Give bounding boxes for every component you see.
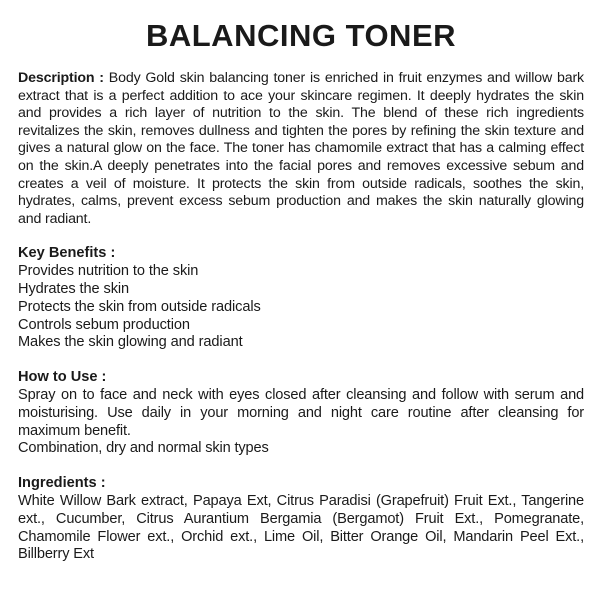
benefit-item: Makes the skin glowing and radiant	[18, 334, 243, 351]
how-to-use-heading: How to Use :	[18, 369, 107, 386]
description-text: Body Gold skin balancing toner is enriched in fruit enzymes and willow bark extract that is a perfect addition to ace your skincare regimen. It deeply hydrates the skin and provides a rich layer of nutrition to the skin. The blend of these rich ingredients revitalizes the skin, removes dullness and tighten the pores by refining the skin texture and gives a natural glow on the face. The toner has chamomile extract that has a calming effect on the skin.A deeply penetrates into the facial pores and removes excessive sebum and creates a veil of moisture. It protects the skin from outside radicals, soothes the skin, hydrates, calms, prevent excess sebum production and makes the skin naturally glowing and radiant.	[18, 70, 584, 227]
ingredients-text: White Willow Bark extract, Papaya Ext, Citrus Paradisi (Grapefruit) Fruit Ext., Tangerine ext., Cucumber, Citrus Aurantium Bergamia (Bergamot) Fruit Ext., Pomegranate, Chamomile Flower ext., Orchid ext., Lime Oil, Bitter Orange Oil, Mandarin Peel Ext., Billberry Ext	[18, 492, 584, 563]
ingredients-section	[18, 475, 584, 564]
ingredients-heading: Ingredients :	[18, 475, 106, 492]
key-benefits-heading: Key Benefits :	[18, 245, 116, 262]
how-to-use-section	[18, 369, 584, 458]
benefit-item: Provides nutrition to the skin	[18, 263, 199, 280]
benefit-item: Protects the skin from outside radicals	[18, 298, 261, 315]
product-info-page	[18, 0, 584, 600]
how-to-use-instructions: Spray on to face and neck with eyes closed after cleansing and follow with serum and moisturising. Use daily in your morning and night care routine after cleansing for maximum benefit.	[18, 386, 584, 439]
page-title: BALANCING TONER	[145, 18, 457, 53]
description-label: Description :	[18, 70, 104, 86]
key-benefits-section	[18, 245, 584, 352]
benefit-item: Hydrates the skin	[18, 280, 130, 297]
benefit-item: Controls sebum production	[18, 316, 190, 333]
key-benefits-list	[18, 263, 584, 352]
skin-types-text: Combination, dry and normal skin types	[18, 440, 269, 457]
description-paragraph	[18, 70, 584, 228]
